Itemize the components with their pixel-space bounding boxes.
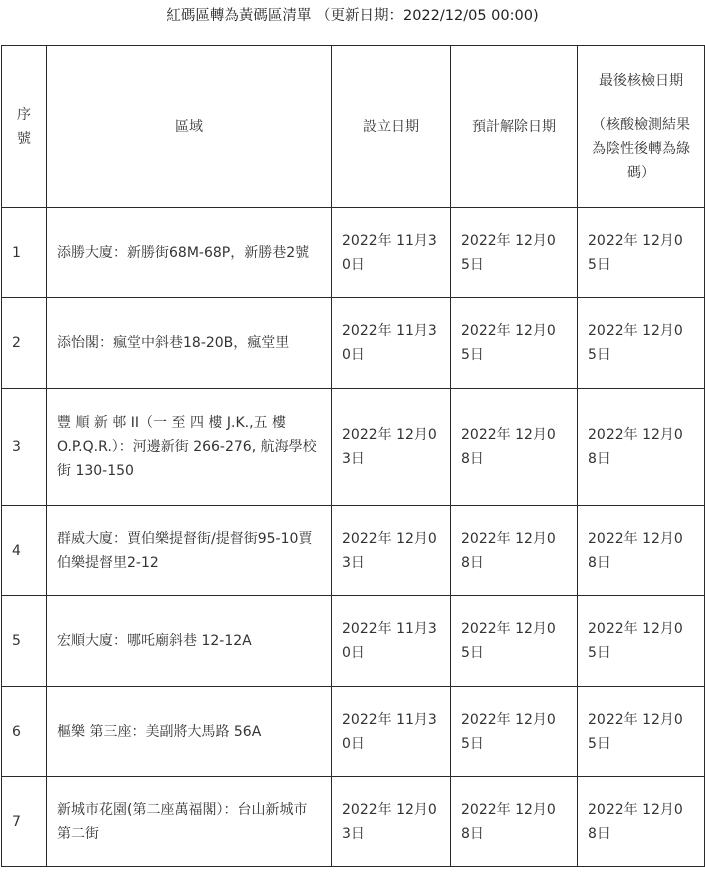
row-check-date: [578, 208, 705, 298]
row-number: 6: [2, 687, 47, 777]
row-release-date: [451, 506, 578, 596]
check-date-text: 2022年 12月05日: [588, 232, 683, 273]
check-date-text: 2022年 12月08日: [588, 530, 683, 571]
header-set-date: 設立日期: [332, 46, 451, 208]
header-seq: [2, 46, 47, 208]
row-number: 7: [2, 777, 47, 867]
row-area: 添怡閣：瘋堂中斜巷18-20B，瘋堂里: [47, 298, 332, 389]
release-date-text: 2022年 12月05日: [461, 711, 556, 752]
check-date-text: 2022年 12月05日: [588, 323, 683, 363]
row-check-date: [578, 298, 705, 389]
row-check-date: [578, 506, 705, 596]
row-set-date: [332, 596, 451, 687]
row-set-date: [332, 208, 451, 298]
table-row: [2, 506, 705, 596]
row-release-date: [451, 596, 578, 687]
row-release-date: [451, 298, 578, 389]
table-row: [2, 777, 705, 867]
release-date-text: 2022年 12月08日: [461, 427, 556, 467]
header-last-check: [578, 46, 705, 208]
row-set-date: [332, 777, 451, 867]
row-check-date: [578, 596, 705, 687]
set-date-text: 2022年 11月30日: [342, 621, 437, 661]
set-date-text: 2022年 11月30日: [342, 232, 437, 273]
row-release-date: [451, 687, 578, 777]
table-row: [2, 298, 705, 389]
row-check-date: [578, 777, 705, 867]
set-date-text: 2022年 11月30日: [342, 323, 437, 363]
table-row: [2, 208, 705, 298]
row-set-date: [332, 506, 451, 596]
header-seq-label: 序號: [17, 106, 31, 147]
table-row: [2, 389, 705, 506]
row-area: 樞樂 第三座：美副將大馬路 56A: [47, 687, 332, 777]
check-date-text: 2022年 12月05日: [588, 621, 683, 661]
row-area: 添勝大廈：新勝街68M-68P，新勝巷2號: [47, 208, 332, 298]
row-area: 豐 順 新 邨 II（一 至 四 樓 J.K.,五 樓 O.P.Q.R.）：河邊新街 266-276, 航海學校街 130-150: [47, 389, 332, 506]
table-row: [2, 596, 705, 687]
set-date-text: 2022年 11月30日: [342, 711, 437, 752]
set-date-text: 2022年 12月03日: [342, 530, 437, 571]
row-release-date: [451, 389, 578, 506]
row-check-date: [578, 687, 705, 777]
red-to-yellow-zone-table: [1, 45, 705, 867]
release-date-text: 2022年 12月05日: [461, 323, 556, 363]
row-number: 4: [2, 506, 47, 596]
row-set-date: [332, 687, 451, 777]
row-check-date: [578, 389, 705, 506]
header-area: 區域: [47, 46, 332, 208]
release-date-text: 2022年 12月08日: [461, 530, 556, 571]
row-area: 群威大廈：賈伯樂提督街/提督街95-10賈伯樂提督里2-12: [47, 506, 332, 596]
row-release-date: [451, 777, 578, 867]
release-date-text: 2022年 12月05日: [461, 232, 556, 273]
row-set-date: [332, 298, 451, 389]
release-date-text: 2022年 12月05日: [461, 621, 556, 661]
row-number: 3: [2, 389, 47, 506]
row-area: 新城市花園(第二座萬福閣）：台山新城市第二街: [47, 777, 332, 867]
check-date-text: 2022年 12月08日: [588, 427, 683, 467]
header-expected-release: 預計解除日期: [451, 46, 578, 208]
row-number: 1: [2, 208, 47, 298]
row-number: 5: [2, 596, 47, 687]
row-set-date: [332, 389, 451, 506]
release-date-text: 2022年 12月08日: [461, 801, 556, 842]
table-row: [2, 687, 705, 777]
row-release-date: [451, 208, 578, 298]
set-date-text: 2022年 12月03日: [342, 427, 437, 467]
set-date-text: 2022年 12月03日: [342, 801, 437, 842]
header-last-check-title: 最後核檢日期: [599, 72, 683, 89]
table-header-row: [2, 46, 705, 208]
row-area: 宏順大廈：哪吒廟斜巷 12-12A: [47, 596, 332, 687]
check-date-text: 2022年 12月05日: [588, 711, 683, 752]
header-last-check-note: （核酸檢測結果為陰性後轉為綠碼）: [592, 116, 690, 181]
row-number: 2: [2, 298, 47, 389]
check-date-text: 2022年 12月08日: [588, 801, 683, 842]
page-title: 紅碼區轉為黃碼區清單 （更新日期：2022/12/05 00:00): [166, 8, 539, 24]
